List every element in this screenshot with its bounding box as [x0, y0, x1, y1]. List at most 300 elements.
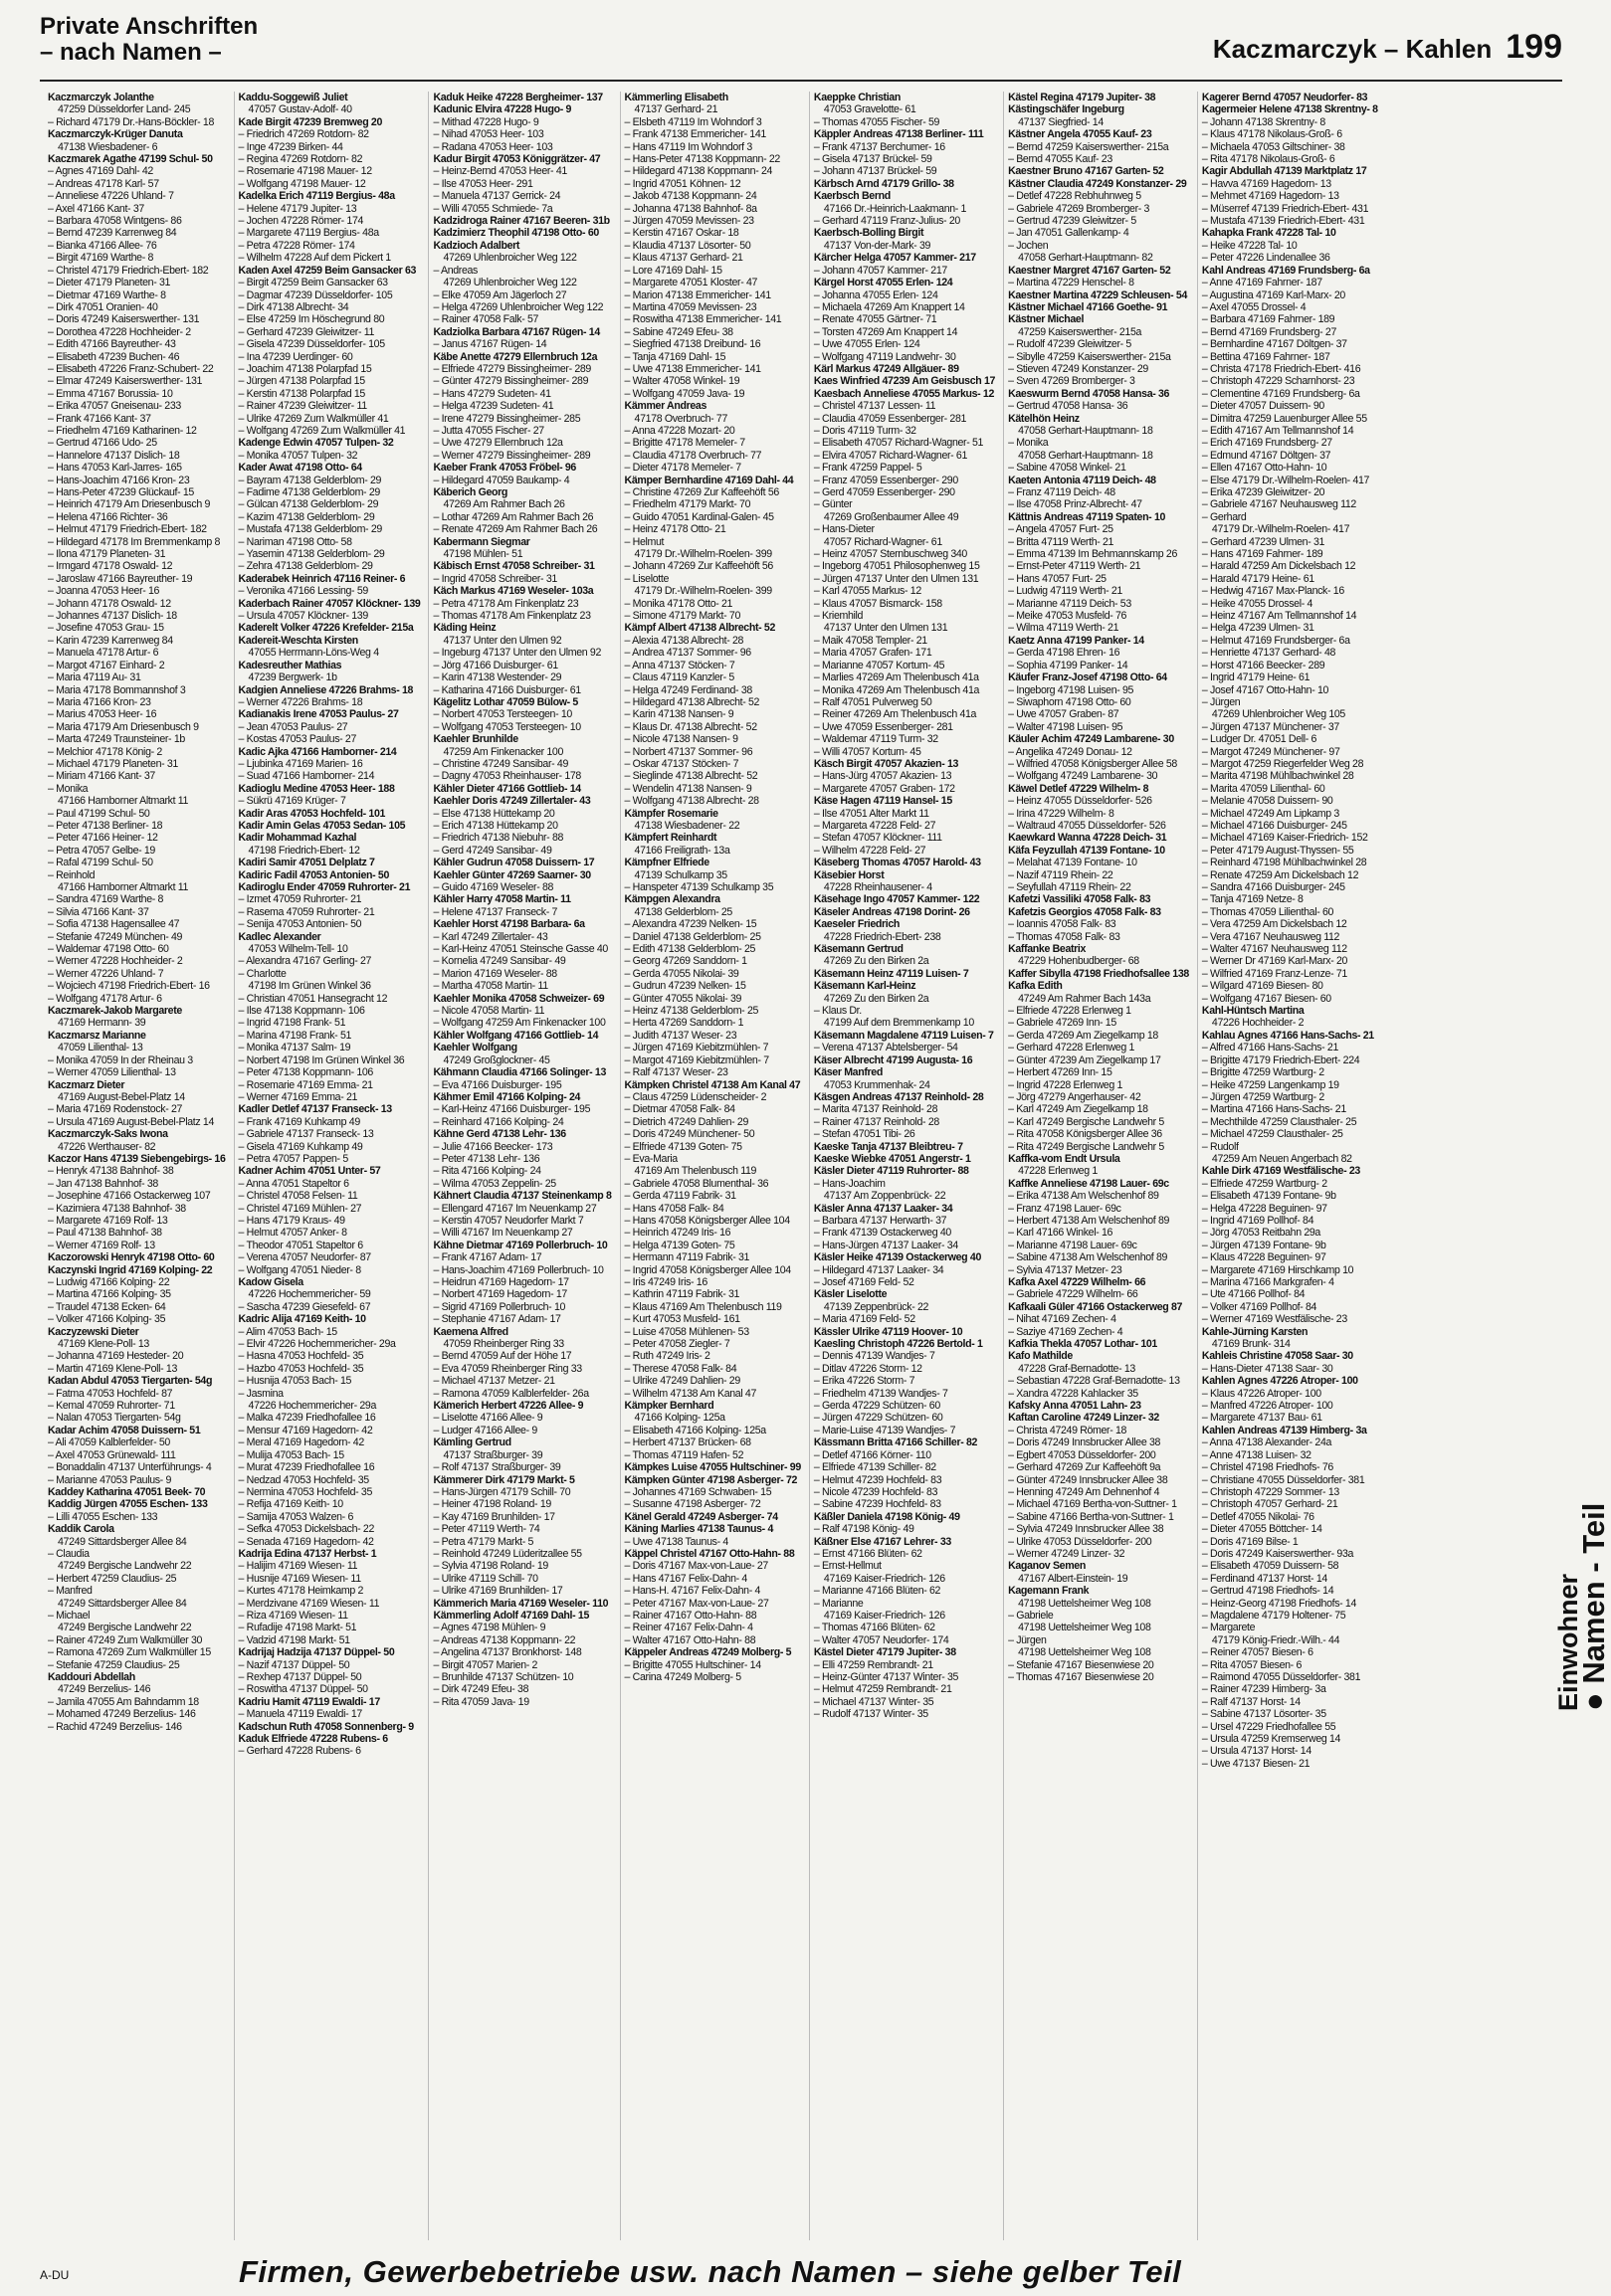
directory-entry: – Reinhard 47166 Kolping- 24 [433, 1115, 564, 1128]
directory-entry: Kähler Harry 47058 Martin- 11 [433, 893, 571, 906]
directory-entry: – Alexia 47138 Albrecht- 28 [624, 634, 744, 647]
directory-entry: Kägelitz Lothar 47059 Bülow- 5 [433, 695, 578, 708]
directory-entry: – Roswitha 47137 Düppel- 50 [238, 1683, 368, 1696]
directory-entry: – Helena 47166 Richter- 36 [48, 510, 168, 523]
directory-entry: – Regina 47269 Rotdorn- 82 [238, 153, 363, 166]
directory-entry: – Dirk 47051 Oranien- 40 [48, 300, 158, 313]
directory-entry: Kadan Abdul 47053 Tiergarten- 54g [48, 1375, 213, 1388]
directory-entry: – Ingrid 47169 Pollhof- 84 [1201, 1214, 1314, 1227]
directory-entry: – Jörg 47053 Reitbahn 29a [1201, 1227, 1320, 1240]
directory-entry: – Gertrud 47058 Hansa- 36 [1008, 400, 1128, 413]
directory-entry: – Helmut 47239 Hochfeld- 83 [813, 1473, 942, 1486]
directory-entry: Käßner Else 47167 Lehrer- 33 [813, 1535, 951, 1548]
directory-entry: Käsler Heike 47139 Ostackerweg 40 [813, 1251, 981, 1264]
directory-entry: – Mechthilde 47259 Clausthaler- 25 [1201, 1115, 1357, 1128]
directory-entry: Kämpgen Alexandra [624, 893, 720, 906]
directory-entry: – Bernd 47055 Kauf- 23 [1008, 153, 1112, 166]
directory-entry: – Radana 47053 Heer- 103 [433, 140, 553, 153]
directory-entry: – Gabriele 47058 Blumenthal- 36 [624, 1177, 769, 1190]
directory-entry: Kaderelt Volker 47226 Krefelder- 215a [238, 622, 414, 635]
directory-entry: – Melchior 47178 König- 2 [48, 745, 162, 758]
directory-entry: – Klaus 47228 Beguinen- 97 [1201, 1251, 1326, 1264]
directory-entry: – Werner 47169 Rolf- 13 [48, 1239, 155, 1251]
footer-code: A-DU [40, 2268, 70, 2282]
directory-entry: – Heike 47228 Tal- 10 [1201, 239, 1298, 252]
directory-entry: – Michaela 47269 Am Knappert 14 [813, 300, 965, 313]
directory-entry: – Bayram 47138 Gelderblom- 29 [238, 474, 382, 486]
directory-entry: – Christiane 47055 Düsseldorfer- 381 [1201, 1473, 1365, 1486]
directory-entry: – Mithad 47228 Hugo- 9 [433, 115, 539, 128]
directory-entry: – Franz 47059 Essenberger- 290 [813, 474, 958, 486]
directory-entry: Käufer Franz-Josef 47198 Otto- 64 [1008, 671, 1167, 684]
directory-entry: 47239 Bergwerk- 1b [248, 671, 337, 684]
directory-entry: – Doris 47119 Turm- 32 [813, 424, 916, 437]
directory-entry: Kaczmarczyk-Krüger Danuta [48, 128, 183, 141]
directory-entry: – Karin 47239 Karrenweg 84 [48, 634, 173, 647]
directory-entry: – Johanna 47055 Erlen- 124 [813, 288, 938, 301]
directory-entry: – Reinhold 47249 Lüderitzallee 55 [433, 1547, 582, 1560]
directory-entry: – Andrea 47137 Sommer- 96 [624, 647, 751, 660]
directory-entry: – Henning 47249 Am Dehnenhof 4 [1008, 1485, 1160, 1498]
directory-entry: – Erika 47057 Gneisenau- 233 [48, 400, 181, 413]
directory-entry: – Christel 47058 Felsen- 11 [238, 1190, 358, 1203]
directory-entry: – Alim 47053 Bach- 15 [238, 1325, 337, 1338]
directory-entry: – Marion 47169 Weseler- 88 [433, 967, 557, 980]
directory-entry: Kadir Amin Gelas 47053 Sedan- 105 [238, 819, 406, 832]
directory-entry: Kadgien Anneliese 47226 Brahms- 18 [238, 683, 414, 696]
directory-entry: – Uwe 47055 Erlen- 124 [813, 338, 920, 351]
directory-entry: 47249 Am Rahmer Bach 143a [1018, 992, 1151, 1005]
directory-entry: – Merdzivane 47169 Wiesen- 11 [238, 1597, 380, 1610]
directory-entry: – Christel 47169 Mühlen- 27 [238, 1202, 362, 1215]
directory-entry: – Heinz-Günter 47137 Winter- 35 [813, 1671, 959, 1683]
directory-entry: – Ursula 47259 Kremserweg 14 [1201, 1733, 1341, 1746]
directory-entry: – Manuela 47178 Artur- 6 [48, 647, 159, 660]
directory-entry: – Paul 47138 Bahnhof- 38 [48, 1227, 162, 1240]
directory-entry: – Jürgen 47059 Mevissen- 23 [624, 215, 754, 228]
directory-entry: – Gerda 47055 Nikolai- 39 [624, 967, 739, 980]
directory-entry: Käch Markus 47169 Weseler- 103a [433, 585, 594, 598]
directory-entry: – Johanna 47169 Hesteder- 20 [48, 1350, 184, 1363]
directory-entry: Kadzioch Adalbert [433, 239, 520, 252]
directory-entry: – Gerhard 47269 Zur Kaffeehöft 9a [1008, 1461, 1161, 1474]
directory-entry: Kämmerling Elisabeth [624, 92, 728, 103]
directory-entry: Kahle-Jürning Karsten [1201, 1325, 1309, 1338]
directory-entry: Kähmann Claudia 47166 Solinger- 13 [433, 1066, 606, 1079]
directory-entry: – Maria 47169 Rodenstock- 27 [48, 1103, 183, 1116]
directory-entry: – Bettina 47169 Fahrner- 187 [1201, 350, 1330, 363]
directory-entry: Käsgen Andreas 47137 Reinhold- 28 [813, 1090, 984, 1103]
directory-entry: 47229 Hohenbudberger- 68 [1018, 955, 1139, 968]
directory-entry: Kähne Dietmar 47169 Pollerbruch- 10 [433, 1239, 608, 1251]
directory-entry: Kadrija Edina 47137 Herbst- 1 [238, 1547, 377, 1560]
directory-entry: Kadereit-Weschta Kirsten [238, 634, 358, 647]
directory-entry: – Maria 47169 Feld- 52 [813, 1313, 915, 1326]
directory-entry: Kaczmarczyk-Saks Iwona [48, 1128, 168, 1141]
directory-entry: – Erika 47226 Storm- 7 [813, 1375, 915, 1388]
directory-entry: Kadunic Elvira 47228 Hugo- 9 [433, 103, 572, 116]
directory-entry: – Detlef 47228 Rebhuhnweg 5 [1008, 190, 1141, 203]
directory-entry: – Guido 47169 Weseler- 88 [433, 881, 554, 893]
directory-entry: Kaeseler Friedrich [813, 918, 901, 931]
directory-entry: – Thomas 47058 Falk- 83 [1008, 930, 1120, 943]
directory-entry: – Johann 47137 Brückel- 59 [813, 165, 937, 178]
directory-entry: – Fatma 47053 Hochfeld- 87 [48, 1387, 173, 1400]
directory-entry: Kärbsch Arnd 47179 Grillo- 38 [813, 177, 954, 190]
directory-entry: – Volker 47166 Kolping- 35 [48, 1313, 166, 1326]
directory-entry: 47137 Am Zoppenbrück- 22 [823, 1190, 946, 1203]
directory-entry: Kahapka Frank 47228 Tal- 10 [1201, 227, 1336, 240]
directory-entry: Kaesbach Anneliese 47055 Markus- 12 [813, 387, 994, 400]
directory-entry: 47259 Düsseldorfer Land- 245 [58, 103, 191, 116]
directory-entry: 47249 Sittardsberger Allee 84 [58, 1597, 187, 1610]
directory-entry: – Ilse 47053 Heer- 291 [433, 177, 533, 190]
directory-entry: 47057 Richard-Wagner- 61 [823, 535, 942, 548]
directory-entry: – Helmut 47169 Frundsberger- 6a [1201, 634, 1350, 647]
directory-entry: – Ilse 47138 Koppmann- 106 [238, 1005, 365, 1018]
directory-entry: – Hans-Joachim [813, 1177, 886, 1190]
directory-entry: – Riza 47169 Wiesen- 11 [238, 1609, 348, 1622]
directory-column [234, 92, 421, 2240]
directory-entry: – Birgit 47259 Beim Gansacker 63 [238, 277, 388, 289]
directory-entry: – Ludwig 47166 Kolping- 22 [48, 1276, 170, 1288]
directory-entry: – Vera 47259 Am Dickelsbach 12 [1201, 918, 1347, 931]
directory-entry: – Hans-Jürgen 47179 Schill- 70 [433, 1485, 571, 1498]
directory-entry: – Thomas 47055 Fischer- 59 [813, 115, 940, 128]
directory-entry: – Werner 47169 Westfälische- 23 [1201, 1313, 1347, 1326]
directory-entry: – Werner 47169 Emma- 21 [238, 1090, 358, 1103]
directory-entry: – Ingeborg 47051 Philosophenweg 15 [813, 560, 980, 573]
directory-entry: – Siwaphorn 47198 Otto- 60 [1008, 695, 1131, 708]
directory-entry: – Johannes 47169 Schwaben- 15 [624, 1485, 772, 1498]
directory-entry: – Josefine 47053 Grau- 15 [48, 622, 164, 635]
directory-entry: 47139 Zeppenbrück- 22 [823, 1300, 929, 1313]
directory-entry: – Margot 47167 Einhard- 2 [48, 659, 165, 671]
directory-entry: – Ludwig 47119 Werth- 21 [1008, 585, 1122, 598]
directory-entry: Kaehler Günter 47269 Saarner- 30 [433, 868, 591, 881]
directory-entry: Kaduk Elfriede 47228 Rubens- 6 [238, 1733, 388, 1746]
directory-entry: – Margarete 47169 Hirschkamp 10 [1201, 1263, 1354, 1276]
directory-entry: Kaczyzewski Dieter [48, 1325, 139, 1338]
directory-entry: – Maik 47058 Templer- 21 [813, 634, 927, 647]
directory-entry: – Gerhard 47239 Ulmen- 31 [1201, 535, 1325, 548]
directory-entry: Kaehler Doris 47249 Zillertaler- 43 [433, 795, 591, 808]
directory-entry: – Peter 47138 Berliner- 18 [48, 819, 163, 832]
directory-entry: 47228 Rheinhausener- 4 [823, 881, 932, 893]
directory-entry: Käwel Detlef 47229 Wilhelm- 8 [1008, 782, 1149, 795]
directory-entry: Kaewkard Wanna 47228 Deich- 31 [1008, 832, 1167, 845]
directory-entry: – Dagny 47053 Rheinhauser- 178 [433, 770, 581, 783]
directory-entry: – Gertrud 47198 Friedhofs- 14 [1201, 1585, 1334, 1598]
directory-entry: 47137 Unter den Ulmen 92 [443, 634, 562, 647]
directory-entry: – Brigitte 47055 Hultschiner- 14 [624, 1658, 761, 1671]
directory-entry: – Marita 47198 Mühlbachwinkel 28 [1201, 770, 1354, 783]
directory-entry: – Heinrich 47179 Am Driesenbusch 9 [48, 498, 210, 511]
directory-entry: – Brunhilde 47137 Schützen- 10 [433, 1671, 574, 1683]
directory-entry: Kaddu-Soggewiß Juliet [238, 92, 348, 103]
directory-entry: Kaestner Bruno 47167 Garten- 52 [1008, 165, 1164, 178]
directory-entry: – Angela 47057 Furt- 25 [1008, 523, 1113, 536]
directory-entry: Kahl Andreas 47169 Frundsberg- 6a [1201, 264, 1370, 277]
directory-entry: – Sieglinde 47138 Albrecht- 52 [624, 770, 758, 783]
directory-entry: – Kostas 47053 Paulus- 27 [238, 733, 356, 746]
directory-entry: – Luise 47058 Mühlenen- 53 [624, 1325, 749, 1338]
directory-entry: – Jochen [1008, 239, 1049, 252]
header-rule [40, 80, 1562, 82]
directory-entry: – Ulrike 47249 Dahlien- 29 [624, 1375, 740, 1388]
directory-entry: – Martha 47058 Martin- 11 [433, 980, 548, 993]
directory-entry: – Verena 47137 Abtelsberger- 54 [813, 1042, 958, 1054]
directory-entry: – Jaroslaw 47166 Bayreuther- 19 [48, 572, 193, 585]
directory-entry: – Hans 47119 Im Wohndorf 3 [624, 140, 752, 153]
footer-note: Firmen, Gewerbebetriebe usw. nach Namen – siehe gelber Teil [239, 2254, 1182, 2289]
directory-entry: – Müserref 47139 Friedrich-Ebert- 431 [1201, 202, 1369, 215]
directory-entry: – Andreas 47178 Karl- 57 [48, 177, 159, 190]
directory-entry: – Werner 47059 Lilienthal- 13 [48, 1066, 176, 1079]
directory-entry: – Herbert 47137 Brücken- 68 [624, 1436, 751, 1449]
directory-entry: – Stefanie 47167 Biesenwiese 20 [1008, 1658, 1154, 1671]
directory-entry: – Liselotte [624, 572, 669, 585]
directory-entry: Kaehler Horst 47198 Barbara- 6a [433, 918, 585, 931]
directory-entry: – Katharina 47166 Duisburger- 61 [433, 683, 581, 696]
directory-columns [44, 92, 1518, 2240]
directory-entry: – Peter 47166 Heiner- 12 [48, 832, 158, 845]
directory-entry: – Gisela 47239 Düsseldorfer- 105 [238, 338, 385, 351]
directory-entry: Käsebier Horst [813, 868, 885, 881]
directory-entry: – Heinz 47057 Sternbuschweg 340 [813, 548, 967, 561]
directory-entry: – Jürgen 47169 Kiebitzmühlen- 7 [624, 1042, 769, 1054]
directory-entry: Kaczmarsz Marianne [48, 1029, 146, 1042]
directory-entry: – Bernd 47169 Frundsberg- 27 [1201, 325, 1336, 338]
directory-entry: 47249 Großglockner- 45 [443, 1053, 550, 1066]
directory-entry: Kaeber Frank 47053 Fröbel- 96 [433, 462, 576, 475]
directory-entry: – Gerhard 47119 Franz-Julius- 20 [813, 215, 960, 228]
directory-entry: – Vera 47167 Neuhausweg 112 [1201, 930, 1340, 943]
directory-entry: Kader Awat 47198 Otto- 64 [238, 462, 362, 475]
directory-entry: 47169 Kaiser-Friedrich- 126 [823, 1572, 945, 1585]
directory-entry: – Peter 47179 August-Thyssen- 55 [1201, 844, 1354, 857]
directory-entry: – Jürgen 47229 Schützen- 60 [813, 1412, 943, 1425]
directory-entry: – Liselotte 47166 Allee- 9 [433, 1412, 543, 1425]
directory-entry: – Stephanie 47167 Adam- 17 [433, 1313, 561, 1326]
directory-entry: – Gisela 47169 Kuhkamp 49 [238, 1140, 363, 1153]
directory-entry: 47226 Hochheider- 2 [1211, 1017, 1305, 1030]
directory-entry: – Norbert 47198 Im Grünen Winkel 36 [238, 1053, 405, 1066]
directory-entry: – Gerd 47249 Sansibar- 49 [433, 844, 552, 857]
directory-entry: – Carina 47249 Molberg- 5 [624, 1671, 741, 1683]
directory-entry: 47137 Gerhard- 21 [634, 103, 718, 116]
directory-entry: – Detlef 47055 Nikolai- 76 [1201, 1510, 1314, 1523]
directory-entry: – Axel 47055 Drossel- 4 [1201, 300, 1307, 313]
directory-entry: – Hildegard 47178 Im Bremmenkamp 8 [48, 535, 220, 548]
section-title [40, 14, 258, 66]
directory-entry: – Jörg 47279 Angerhauser- 42 [1008, 1090, 1141, 1103]
directory-entry: – Helmut 47259 Rembrandt- 21 [813, 1683, 952, 1696]
directory-entry: – Margot 47169 Kiebitzmühlen- 7 [624, 1053, 769, 1066]
directory-entry: Käfa Feyzullah 47139 Fontane- 10 [1008, 844, 1165, 857]
directory-entry: – Hanspeter 47139 Schulkamp 35 [624, 881, 774, 893]
directory-entry: Kadrijaj Hadzija 47137 Düppel- 50 [238, 1646, 395, 1659]
directory-entry: – Oskar 47137 Stöcken- 7 [624, 757, 739, 770]
directory-entry: Kämpfer Rosemarie [624, 807, 718, 820]
directory-entry: 47199 Auf dem Bremmenkamp 10 [823, 1017, 974, 1030]
directory-entry: – Sascha 47239 Giesefeld- 67 [238, 1300, 371, 1313]
directory-entry: – Meral 47169 Hagedorn- 42 [238, 1436, 364, 1449]
directory-entry: – Hans 47279 Sudeten- 41 [433, 387, 551, 400]
directory-entry: – Renate 47259 Am Dickelsbach 12 [1201, 868, 1359, 881]
directory-entry: – Rufadije 47198 Markt- 51 [238, 1622, 357, 1634]
directory-entry: – Martina 47166 Hans-Sachs- 21 [1201, 1103, 1346, 1116]
directory-entry: – Mustafa 47138 Gelderblom- 29 [238, 523, 382, 536]
directory-entry: – Kornelia 47249 Sansibar- 49 [433, 955, 566, 968]
section-title-line2: – nach Namen – [40, 39, 222, 66]
directory-entry: Kafo Mathilde [1008, 1350, 1073, 1363]
directory-entry: – Sylvia 47198 Roland- 19 [433, 1560, 548, 1573]
directory-entry: – Inge 47239 Birken- 44 [238, 140, 343, 153]
directory-entry: – Gertrud 47239 Gleiwitzer- 5 [1008, 215, 1136, 228]
directory-entry: – Hazbo 47053 Hochfeld- 35 [238, 1362, 364, 1375]
directory-entry: – Kazim 47138 Gelderblom- 29 [238, 510, 375, 523]
directory-entry: – Ralf 47137 Weser- 23 [624, 1066, 728, 1079]
directory-entry: Känel Gerald 47249 Asberger- 74 [624, 1510, 778, 1523]
directory-entry: – Detlef 47166 Körner- 110 [813, 1448, 931, 1461]
directory-entry: – Ingrid 47051 Köhnen- 12 [624, 177, 741, 190]
directory-entry: – Petra 47179 Markt- 5 [433, 1535, 534, 1548]
directory-entry: Kadic Ajka 47166 Hamborner- 214 [238, 745, 397, 758]
directory-entry: Kaeske Wiebke 47051 Angerstr- 1 [813, 1152, 971, 1165]
directory-entry: – Theodor 47051 Stapeltor 6 [238, 1239, 363, 1251]
directory-column [1003, 92, 1189, 2240]
directory-entry: Kadzidroga Rainer 47167 Beeren- 31b [433, 215, 610, 228]
directory-entry: – Elfriede 47139 Goten- 75 [624, 1140, 742, 1153]
directory-entry: – Wolfgang 47259 Am Finkenacker 100 [433, 1017, 606, 1030]
directory-entry: Kaftan Caroline 47249 Linzer- 32 [1008, 1412, 1159, 1425]
directory-entry: – Irmgard 47178 Oswald- 12 [48, 560, 173, 573]
directory-entry: – Christa 47178 Friedrich-Ebert- 416 [1201, 362, 1361, 375]
directory-entry: – Waltraud 47055 Düsseldorfer- 526 [1008, 819, 1166, 832]
directory-entry: – Therese 47058 Falk- 84 [624, 1362, 737, 1375]
directory-entry: – Janus 47167 Rügen- 14 [433, 338, 547, 351]
directory-entry: Käberich Georg [433, 486, 508, 498]
directory-entry: – Raimond 47055 Düsseldorfer- 381 [1201, 1671, 1361, 1683]
directory-entry: – Andreas [433, 264, 478, 277]
directory-entry: – Günter [813, 498, 853, 511]
directory-entry: Kaemena Alfred [433, 1325, 508, 1338]
directory-entry: – Ingeburg 47137 Unter den Ulmen 92 [433, 647, 601, 660]
directory-entry: Kässler Ulrike 47119 Hoover- 10 [813, 1325, 963, 1338]
directory-entry: Kämmerich Maria 47169 Weseler- 110 [433, 1597, 609, 1610]
directory-entry: – Nermina 47053 Hochfeld- 35 [238, 1485, 373, 1498]
directory-entry: Kafka Edith [1008, 980, 1063, 993]
directory-entry: 47137 Straßburger- 39 [443, 1448, 543, 1461]
directory-entry: – Margareta 47228 Feld- 27 [813, 819, 936, 832]
directory-entry: – Saziye 47169 Zechen- 4 [1008, 1325, 1123, 1338]
directory-entry: – Johanna 47138 Bahnhof- 8a [624, 202, 757, 215]
directory-entry: – Helga 47228 Beguinen- 97 [1201, 1202, 1327, 1215]
directory-entry: – Ursel 47229 Friedhofallee 55 [1201, 1720, 1336, 1733]
directory-entry: Kämpkes Luise 47055 Hultschiner- 99 [624, 1461, 801, 1474]
directory-entry: – Wendelin 47138 Nansen- 9 [624, 782, 752, 795]
directory-entry: – Sven 47269 Bromberger- 3 [1008, 375, 1135, 388]
directory-entry: – Rachid 47249 Berzelius- 146 [48, 1720, 182, 1733]
directory-entry: – Halijim 47169 Wiesen- 11 [238, 1560, 358, 1573]
directory-entry: – Margot 47249 Münchener- 97 [1201, 745, 1340, 758]
directory-entry: Kaderabek Heinrich 47116 Reiner- 6 [238, 572, 406, 585]
directory-entry: – Nariman 47198 Otto- 58 [238, 535, 352, 548]
directory-entry: – Dirk 47138 Albrecht- 34 [238, 300, 349, 313]
directory-entry: – Rudolf 47137 Winter- 35 [813, 1708, 928, 1721]
directory-entry: – Gisela 47137 Brückel- 59 [813, 153, 932, 166]
directory-entry: Kämpken Günter 47198 Asberger- 72 [624, 1473, 798, 1486]
directory-entry: – Frank 47259 Pappel- 5 [813, 462, 922, 475]
directory-entry: – Margot 47259 Riegerfelder Weg 28 [1201, 757, 1364, 770]
directory-entry: Kadschun Ruth 47058 Sonnenberg- 9 [238, 1720, 414, 1733]
directory-entry: Kaeske Tanja 47137 Bleibtreu- 7 [813, 1140, 963, 1153]
directory-entry: – Frank 47166 Kant- 37 [48, 412, 151, 425]
directory-entry: – Karl-Heinz 47051 Steinsche Gasse 40 [433, 943, 608, 956]
directory-entry: – Wolfgang 47178 Artur- 6 [48, 992, 162, 1005]
directory-entry: – Heinz 47055 Düsseldorfer- 526 [1008, 795, 1152, 808]
directory-entry: 47198 Uettelsheimer Weg 108 [1018, 1597, 1151, 1610]
directory-entry: – Hildegard 47137 Laaker- 34 [813, 1263, 944, 1276]
directory-entry: – Else 47138 Hüttekamp 20 [433, 807, 555, 820]
directory-entry: Käning Marlies 47138 Taunus- 4 [624, 1523, 773, 1536]
directory-entry: Kähmer Emil 47166 Kolping- 24 [433, 1090, 581, 1103]
directory-entry: – Gertrud 47166 Udo- 25 [48, 437, 157, 450]
directory-entry: – Wolfgang 47059 Java- 19 [624, 387, 745, 400]
directory-entry: – Ingrid 47198 Frank- 51 [238, 1017, 346, 1030]
directory-entry: Kaerbsch Bernd [813, 190, 891, 203]
directory-entry: – Rainer 47167 Otto-Hahn- 88 [624, 1609, 757, 1622]
directory-entry: Kästel Dieter 47179 Jupiter- 38 [813, 1646, 956, 1659]
directory-entry: – Gerhard [1201, 510, 1247, 523]
directory-entry: – Sigrid 47169 Pollerbruch- 10 [433, 1300, 566, 1313]
directory-entry: Käser Manfred [813, 1066, 883, 1079]
directory-entry: – Uwe 47279 Ellernbruch 12a [433, 437, 563, 450]
directory-entry: 47166 Hamborner Altmarkt 11 [58, 795, 189, 808]
directory-entry: – Friedhelm 47169 Katharinen- 12 [48, 424, 197, 437]
directory-entry: – Helga 47139 Goten- 75 [624, 1239, 735, 1251]
directory-entry: – Elisabeth 47166 Kolping- 125a [624, 1424, 766, 1436]
directory-entry: – Hans-Joachim 47169 Pollerbruch- 10 [433, 1263, 604, 1276]
directory-column [620, 92, 801, 2240]
directory-entry: – Heiner 47198 Roland- 19 [433, 1498, 551, 1511]
directory-entry: – Irina 47229 Wilhelm- 8 [1008, 807, 1114, 820]
directory-entry: – Johann 47178 Oswald- 12 [48, 597, 171, 610]
directory-entry: – Marina 47166 Markgrafen- 4 [1201, 1276, 1334, 1288]
directory-entry: – Waldemar 47198 Otto- 60 [48, 943, 169, 956]
directory-entry: – Dorothea 47228 Hochheider- 2 [48, 325, 191, 338]
directory-entry: – Helmut 47179 Friedrich-Ebert- 182 [48, 523, 207, 536]
directory-entry: 47169 Hermann- 39 [58, 1017, 146, 1030]
directory-entry: – Andreas 47138 Koppmann- 22 [433, 1633, 576, 1646]
directory-entry: Kaden Axel 47259 Beim Gansacker 63 [238, 264, 417, 277]
directory-entry: – Axel 47166 Kant- 37 [48, 202, 144, 215]
directory-entry: – Ingeborg 47198 Luisen- 95 [1008, 683, 1134, 696]
directory-entry: – Heidrun 47169 Hagedorn- 17 [433, 1276, 569, 1288]
directory-entry: Kässmann Britta 47166 Schiller- 82 [813, 1436, 978, 1449]
directory-entry: 47198 Uettelsheimer Weg 108 [1018, 1622, 1151, 1634]
directory-entry: – Jürgen [1201, 695, 1241, 708]
directory-entry: – Ioannis 47058 Falk- 83 [1008, 918, 1116, 931]
directory-entry: – Lothar 47269 Am Rahmer Bach 26 [433, 510, 594, 523]
directory-entry: Kaerbsch-Bolling Birgit [813, 227, 924, 240]
directory-entry: – Rudolf [1201, 1140, 1239, 1153]
directory-entry: Kadriu Hamit 47119 Ewaldi- 17 [238, 1695, 380, 1708]
directory-entry: – Kurt 47053 Musfeld- 161 [624, 1313, 740, 1326]
directory-entry: 47169 Am Thelenbusch 119 [634, 1165, 757, 1178]
directory-entry: 47166 Kolping- 125a [634, 1412, 725, 1425]
